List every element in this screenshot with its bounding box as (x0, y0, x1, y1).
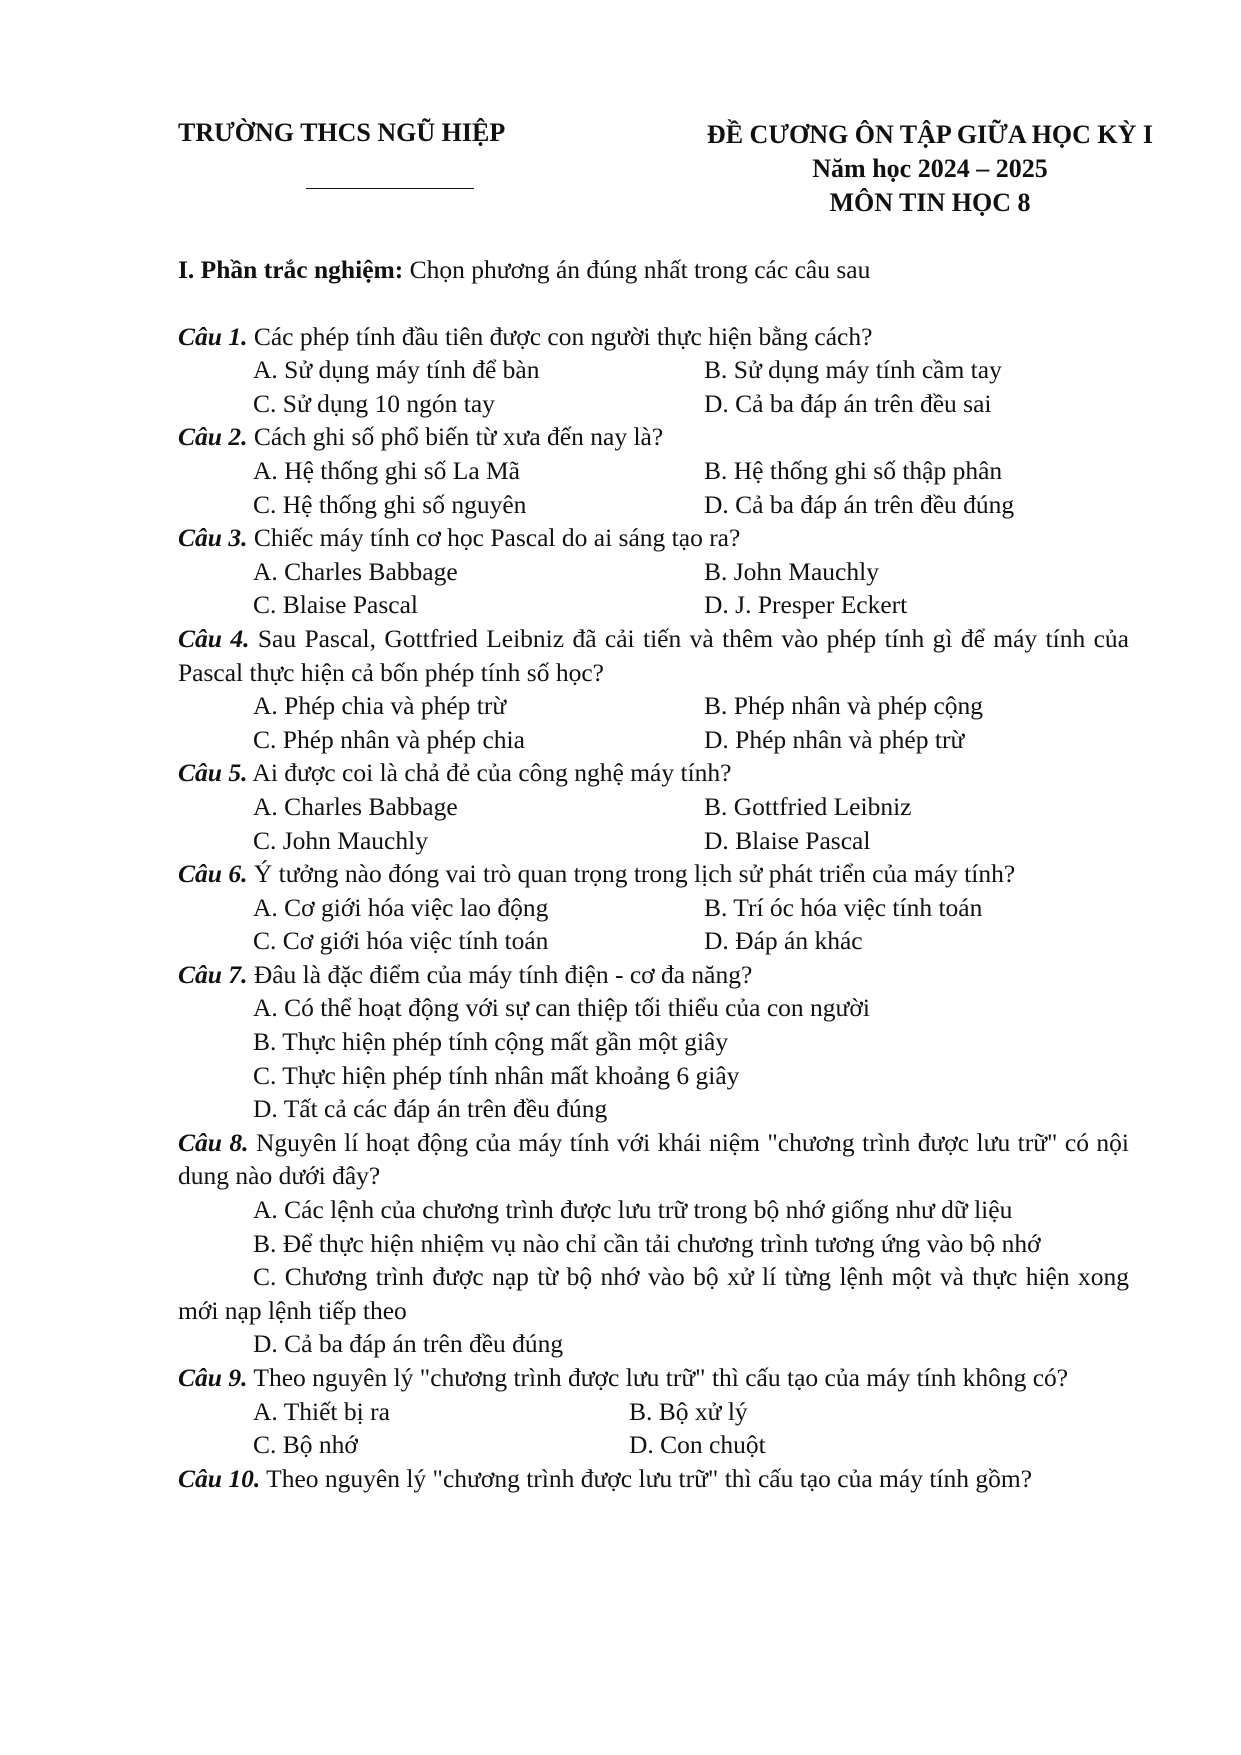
question-number: Câu 8. (178, 1127, 249, 1157)
answer-row (178, 924, 1129, 958)
document-body (178, 253, 1129, 1495)
question-text: Nguyên lí hoạt động của máy tính với khái niệm "chương trình được lưu trữ" có nội dung nào dưới đây? (178, 1127, 1129, 1191)
school-underline (306, 188, 474, 189)
answer-a: A. Sử dụng máy tính để bàn (253, 355, 540, 385)
answer-row (178, 454, 1129, 488)
answer-a: A. Charles Babbage (253, 791, 458, 821)
answer-row (178, 689, 1129, 723)
subject-title: MÔN TIN HỌC 8 (829, 188, 1031, 217)
question-3 (178, 521, 1129, 555)
answer-b: B. Sử dụng máy tính cầm tay (704, 355, 1002, 385)
answer-d: D. Cả ba đáp án trên đều sai (704, 388, 992, 418)
section-label: I. Phần trắc nghiệm: (178, 255, 404, 284)
question-text: Theo nguyên lý "chương trình được lưu trữ" thì cấu tạo của máy tính gồm? (260, 1463, 1033, 1493)
answer-a: A. Hệ thống ghi số La Mã (253, 455, 521, 485)
question-text: Ai được coi là chả đẻ của công nghệ máy tính? (247, 758, 732, 788)
answer-d: D. J. Presper Eckert (704, 590, 908, 620)
question-text: Chiếc máy tính cơ học Pascal do ai sáng tạo ra? (247, 523, 741, 553)
answer-d: D. Cả ba đáp án trên đều đúng (704, 489, 1015, 519)
answer-c: C. Bộ nhớ (253, 1430, 358, 1460)
answer-row (178, 353, 1129, 387)
answer-d: D. Phép nhân và phép trừ (704, 724, 965, 754)
answer-row (178, 1428, 1129, 1462)
answer-a: A. Có thể hoạt động với sự can thiệp tối thiểu của con người (253, 993, 870, 1023)
answer-d: D. Đáp án khác (704, 926, 863, 956)
answer-c: C. Hệ thống ghi số nguyên (253, 489, 527, 519)
question-number: Câu 4. (178, 623, 250, 653)
answer-b: B. Gottfried Leibniz (704, 791, 912, 821)
answer-a: A. Các lệnh của chương trình được lưu trữ trong bộ nhớ giống như dữ liệu (253, 1195, 1013, 1225)
question-number: Câu 10. (178, 1463, 261, 1493)
answer-a: A. Thiết bị ra (253, 1396, 390, 1426)
question-8 (178, 1126, 1129, 1193)
question-text: Ý tưởng nào đóng vai trò quan trọng trong lịch sử phát triển của máy tính? (247, 859, 1016, 889)
question-number: Câu 3. (178, 523, 248, 553)
answer-b: B. Để thực hiện nhiệm vụ nào chỉ cần tải chương trình tương ứng vào bộ nhớ (253, 1228, 1041, 1258)
answer-a: A. Phép chia và phép trừ (253, 691, 507, 721)
answer-c: C. Sử dụng 10 ngón tay (253, 388, 495, 418)
question-text: Đâu là đặc điểm của máy tính điện - cơ đa năng? (247, 959, 753, 989)
answer-b: B. Trí óc hóa việc tính toán (704, 892, 983, 922)
answer-c: C. John Mauchly (253, 825, 428, 855)
answer-row (178, 387, 1129, 421)
question-text: Cách ghi số phổ biến từ xưa đến nay là? (247, 422, 664, 452)
question-number: Câu 7. (178, 959, 248, 989)
answer-row (178, 891, 1129, 925)
question-number: Câu 9. (178, 1363, 248, 1392)
question-7 (178, 958, 1129, 992)
answer-c: C. Cơ giới hóa việc tính toán (253, 926, 549, 956)
question-text: Sau Pascal, Gottfried Leibniz đã cải tiến và thêm vào phép tính gì để máy tính của Pascal thực hiện cả bốn phép tính số học? (178, 623, 1129, 687)
section-instruction: Chọn phương án đúng nhất trong các câu sau (403, 255, 871, 284)
answer-b: B. Phép nhân và phép cộng (704, 691, 984, 721)
question-10 (178, 1462, 1129, 1496)
answer-c: C. Blaise Pascal (253, 590, 419, 620)
question-5 (178, 756, 1129, 790)
question-number: Câu 2. (178, 422, 248, 452)
answer-b: B. Thực hiện phép tính cộng mất gần một giây (253, 1027, 729, 1057)
answer-row (178, 555, 1129, 589)
question-4 (178, 622, 1129, 689)
answer-d: D. Tất cả các đáp án trên đều đúng (253, 1094, 608, 1124)
answer-row (178, 790, 1129, 824)
answer-d: D. Cả ba đáp án trên đều đúng (253, 1329, 564, 1359)
question-number: Câu 5. (178, 758, 248, 788)
answer-c: C. Chương trình được nạp từ bộ nhớ vào bộ xử lí từng lệnh một và thực hiện xong mới nạp lệnh tiếp theo (178, 1262, 1129, 1325)
question-2 (178, 420, 1129, 454)
question-1 (178, 320, 1129, 354)
answer-a: A. Cơ giới hóa việc lao động (253, 892, 549, 922)
answer-row (178, 824, 1129, 858)
question-text: Các phép tính đầu tiên được con người thực hiện bằng cách? (247, 321, 873, 351)
answer-b: B. John Mauchly (704, 556, 879, 586)
question-text: Theo nguyên lý "chương trình được lưu trữ" thì cấu tạo của máy tính không có? (247, 1363, 1069, 1392)
answer-b: B. Bộ xử lý (629, 1396, 748, 1426)
school-name: TRƯỜNG THCS NGŨ HIỆP (178, 118, 506, 147)
answer-a: A. Charles Babbage (253, 556, 458, 586)
document-title: ĐỀ CƯƠNG ÔN TẬP GIỮA HỌC KỲ I (706, 120, 1154, 149)
answer-b: B. Hệ thống ghi số thập phân (704, 455, 1003, 485)
section-heading (178, 253, 1129, 287)
answer-d: D. Con chuột (629, 1430, 766, 1460)
answer-d: D. Blaise Pascal (704, 825, 871, 855)
answer-row (178, 1395, 1129, 1429)
question-number: Câu 1. (178, 321, 248, 351)
question-9 (178, 1361, 1129, 1395)
answer-row (178, 488, 1129, 522)
answer-c: C. Thực hiện phép tính nhân mất khoảng 6 giây (253, 1060, 740, 1090)
answer-row (178, 588, 1129, 622)
document-heading (650, 118, 1210, 220)
answer-row (178, 723, 1129, 757)
school-year: Năm học 2024 – 2025 (812, 154, 1048, 183)
question-6 (178, 857, 1129, 891)
answer-c: C. Phép nhân và phép chia (253, 724, 525, 754)
question-number: Câu 6. (178, 859, 248, 889)
